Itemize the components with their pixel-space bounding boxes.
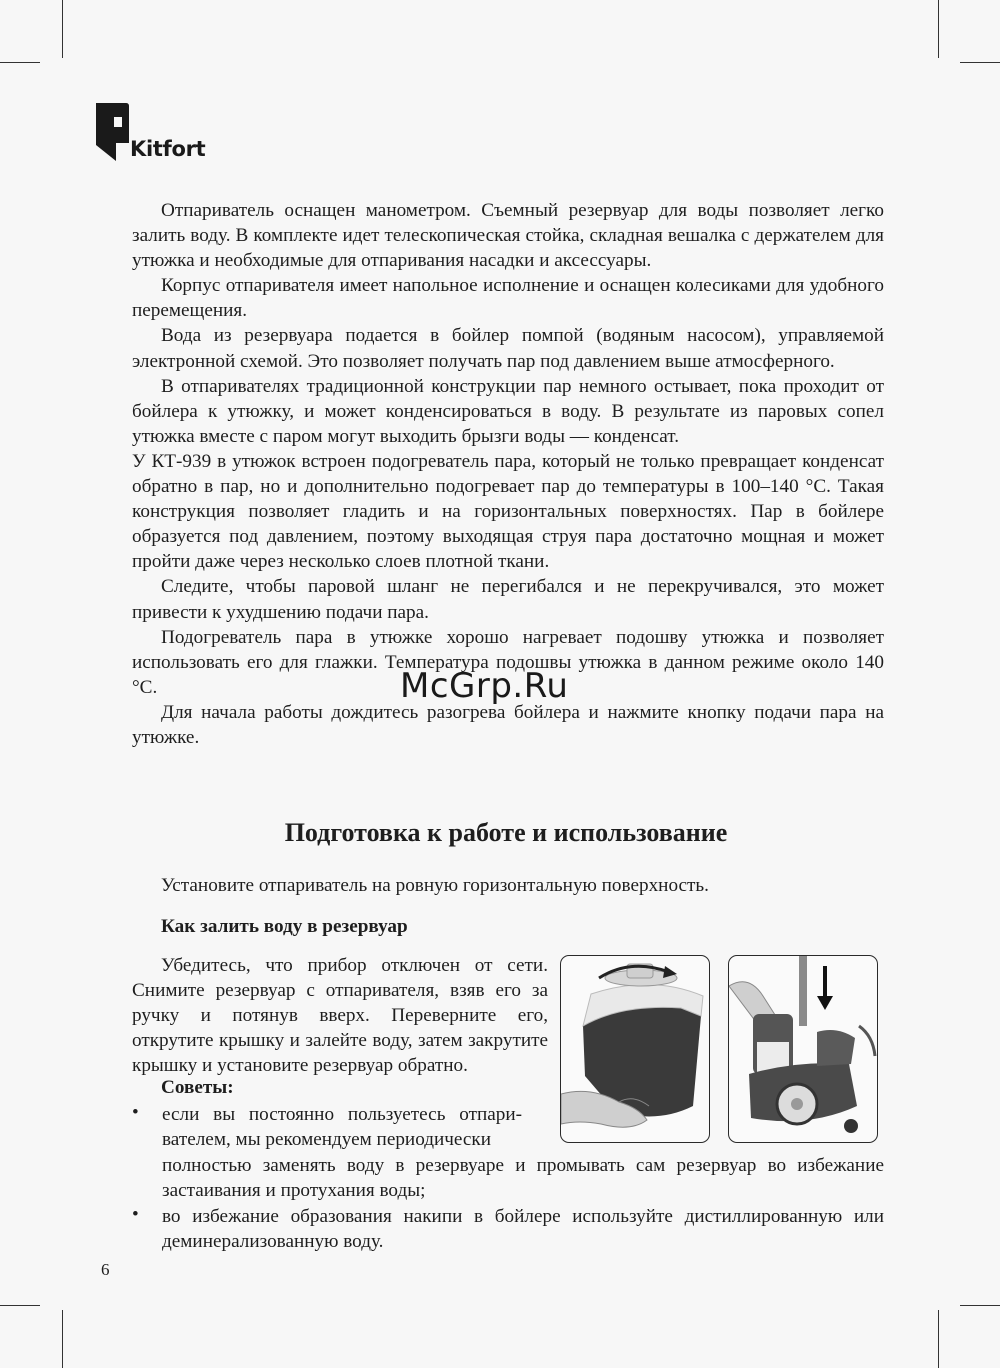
tip-continuation: полностью заменять воду в резервуаре и промывать сам резервуар во избежание застаивания и протухания воды;	[162, 1155, 884, 1202]
kitfort-logo-icon	[96, 103, 130, 161]
steamer-photo	[728, 955, 878, 1143]
section-title: Подготовка к работе и использование	[284, 818, 728, 847]
fill-text: Убедитесь, что прибор отключен от сети. Снимите резервуар с отпаривателя, взяв его за ручку и потянув вверх. Переверните его, открутите крышку и залейте воду, затем закрутите крышку и установите резервуар обратно.	[132, 955, 548, 1077]
crop-mark-bottom-left	[62, 1310, 63, 1368]
crop-mark-right-top	[960, 62, 1000, 63]
crop-mark-right-bottom	[960, 1305, 1000, 1306]
intro-paragraph: Корпус отпаривателя имеет напольное исполнение и оснащен колесиками для удобного перемещения.	[132, 275, 884, 322]
reservoir-photo	[560, 955, 710, 1143]
crop-mark-bottom-right	[938, 1310, 939, 1368]
intro-paragraph: Отпариватель оснащен манометром. Съемный резервуар для воды позволяет легко залить воду. В комплекте идет телескопическая стойка, складная вешалка с держателем для утюжка и необходимые для отпаривания насадки и аксессуары.	[132, 200, 884, 272]
bullet-marker: •	[132, 1102, 139, 1123]
watermark: McGrp.Ru	[400, 666, 569, 706]
tip-first-lines: если вы постоянно пользуетесь отпаривателем, мы рекомендуем периодически	[162, 1104, 522, 1151]
brand-name: Kitfort	[130, 137, 206, 161]
intro-paragraph: Вода из резервуара подается в бойлер помпой (водяным насосом), управляемой электронной схемой. Это позволяет получать пар под давлением выше атмосферного.	[132, 325, 884, 372]
crop-mark-top-left	[62, 0, 63, 58]
intro-paragraph: В отпаривателях традиционной конструкции пар немного остывает, пока проходит от бойлера к утюжку, и может конденсироваться в воду. В результате из паровых сопел утюжка вместе с паром могут выходить брызги воды — конденсат.	[132, 375, 884, 447]
intro-paragraph: У КТ-939 в утюжок встроен подогреватель пара, который не только превращает конденсат обратно в пар, но и дополнительно подогревает пар до температуры в 100–140 °С. Такая конструкция позволяет гладить и на горизонтальных поверхностях. Пар в бойлере образуется под давлением, поэтому выходящая струя пара достаточно мощная и может пройти даже через несколько слоев плотной ткани.	[132, 450, 884, 573]
crop-mark-top-right	[938, 0, 939, 58]
intro-paragraph: Подогреватель пара в утюжке хорошо нагревает подошву утюжка и позволяет использовать его для глажки. Температура подошвы утюжка в данном режиме около 140 °С.	[132, 626, 884, 698]
subheading: Как залить воду в резервуар	[161, 916, 408, 937]
page-number: 6	[101, 1260, 110, 1279]
intro-paragraph: Для начала работы дождитесь разогрева бойлера и нажмите кнопку подачи пара на утюжке.	[132, 701, 884, 748]
steamer-illustration	[729, 956, 877, 1142]
tip-item: во избежание образования накипи в бойлере используйте дистиллированную или деминерализованную воду.	[162, 1206, 884, 1253]
tips-heading: Советы:	[161, 1077, 234, 1098]
reservoir-illustration	[561, 956, 709, 1142]
crop-mark-left-bottom	[0, 1305, 40, 1306]
install-text: Установите отпариватель на ровную горизонтальную поверхность.	[161, 875, 709, 896]
crop-mark-left-top	[0, 62, 40, 63]
bullet-marker: •	[132, 1204, 139, 1225]
fill-instructions	[132, 953, 548, 1078]
intro-paragraph: Следите, чтобы паровой шланг не перегибался и не перекручивался, это может привести к ухудшению подачи пара.	[132, 576, 884, 623]
